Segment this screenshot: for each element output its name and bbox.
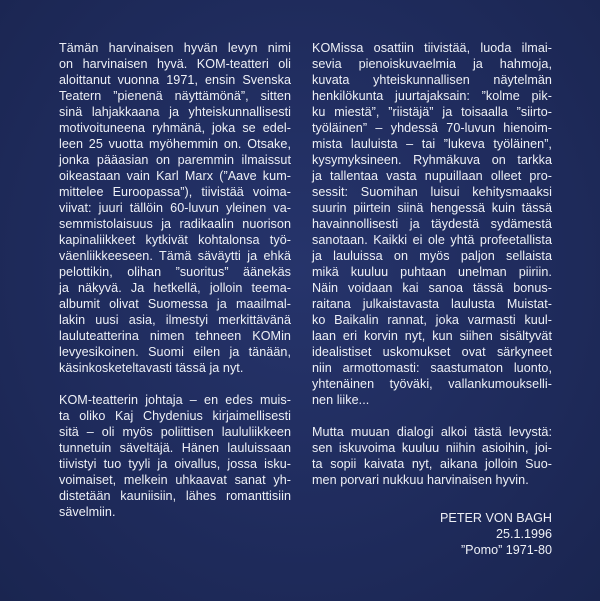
- text-line: mittelee Euroopassa”), tiivistää voima-: [59, 185, 291, 199]
- text-line: kuvata yhteiskunnallisen näytelmän: [312, 73, 552, 87]
- text-line: ta oliko Kaj Chydenius kirjaimellisesti: [59, 409, 291, 423]
- text-line: leen 25 vuotta myöhemmin on. Otsake,: [59, 137, 291, 151]
- text-line: lakin uusi asia, ilmestyi merkittävänä: [59, 313, 291, 327]
- text-line: distetään kauniisiin, lähes romanttisiin: [59, 489, 291, 503]
- text-line: yhtenäinen työväki, vallankumoukselli-: [312, 377, 552, 391]
- text-line: voimaiset, melkein uhkaavat sanat yh-: [59, 473, 291, 487]
- text-line: idealistiset uskomukset ovat särkyneet: [312, 345, 552, 359]
- text-line: sävelmiin.: [59, 505, 116, 519]
- text-line: pelottikin, olihan ”suoritus” äänekäs: [59, 265, 291, 279]
- text-line: lauluteatterina nimen tehneen KOMin: [59, 329, 291, 343]
- text-line: aloittanut vuonna 1971, ensin Svenska: [59, 73, 291, 87]
- text-line: sanotaan. Kaikki ei ole yhtä profeetallista: [312, 233, 552, 247]
- text-line: sen iskuvoima kuuluu niihin asioihin, joi-: [312, 441, 552, 455]
- text-line: ja tallentaa vasta nupuillaan olleet pro-: [312, 169, 552, 183]
- text-line: väenliikkeeseen. Tämä säväytti ja ehkä: [59, 249, 291, 263]
- text-line: sitä – oli myös poliittisen laululiikkeen: [59, 425, 291, 439]
- paragraph: [59, 40, 291, 376]
- text-line: on harvinaisen hyvä. KOM-teatteri oli: [59, 57, 291, 71]
- text-line: mista lauluista – tai ”lukeva työläinen”,: [312, 137, 552, 151]
- right-column: [312, 40, 552, 488]
- text-line: mikä kuuluu puhtaan unelman piiriin.: [312, 265, 552, 279]
- signature-block: [440, 510, 552, 558]
- text-line: Mutta muuan dialogi alkoi tästä levystä:: [312, 425, 552, 439]
- text-line: laan eri korvin nyt, kun siihen sisältyvät: [312, 329, 552, 343]
- text-line: niin armottomasti: saastumaton luonto,: [312, 361, 552, 375]
- signature-date: 25.1.1996: [495, 527, 552, 541]
- text-line: raitana julkaistavasta laulusta Muistat-: [312, 297, 552, 311]
- text-line: KOM-teatterin johtaja – en edes muis-: [59, 393, 291, 407]
- text-line: nen liike...: [312, 393, 370, 407]
- text-line: käsinkosketeltavasti tässä ja nyt.: [59, 361, 244, 375]
- text-line: ja näkyvä. Ja hetkellä, jolloin teema-: [59, 281, 291, 295]
- text-line: tiivistyi tuo tyyli ja oivallus, jossa isku-: [59, 457, 291, 471]
- text-line: KOMissa osattiin tiivistää, luoda ilmai-: [312, 41, 552, 55]
- text-line: jonka pääasian on paremmin ilmaissut: [59, 153, 291, 167]
- text-line: suurin piirtein siinä hengessä kuin tässä: [312, 201, 552, 215]
- text-line: kysymyksineen. Ryhmäkuva on tarkka: [312, 153, 552, 167]
- text-line: semmistolaisuus ja radikaalin nuorison: [59, 217, 291, 231]
- text-line: Teatern ”pienenä näyttämönä”, sitten: [59, 89, 291, 103]
- text-line: tunnetuin säveltäjä. Hänen lauluissaan: [59, 441, 291, 455]
- paragraph: [312, 40, 552, 408]
- text-line: työläinen” – yhdessä 70-luvun hienoim-: [312, 121, 552, 135]
- text-line: viivat: juuri tällöin 60-luvun yleinen va-: [59, 201, 291, 215]
- text-line: henkilökunta juurtajaksain: ”kolme pik-: [312, 89, 552, 103]
- text-line: oikeastaan vain Karl Marx (”Aave kum-: [59, 169, 291, 183]
- text-line: kapinaliikkeet kytkivät kohtalonsa työ-: [59, 233, 291, 247]
- text-line: motivoituneena ryhmänä, joka se edel-: [59, 121, 291, 135]
- text-line: sinä lahjakkaana ja yhteiskunnallisesti: [59, 105, 291, 119]
- text-line: levyesikoinen. Suomi eilen ja tänään,: [59, 345, 291, 359]
- paragraph: [59, 392, 291, 520]
- text-line: havainnollisesti ja täydestä sydämestä: [312, 217, 552, 231]
- text-line: ko Baikalin rannat, joka varmasti kuul-: [312, 313, 552, 327]
- text-line: Näin voidaan kai sanoa tässä bonus-: [312, 281, 552, 295]
- author-role-note: ”Pomo” 1971-80: [460, 543, 552, 557]
- text-line: ta sopii kaivata nyt, aikana jolloin Suo-: [312, 457, 552, 471]
- text-line: ja lauluissa on myös paljon sellaista: [312, 249, 552, 263]
- text-line: Tämän harvinaisen hyvän levyn nimi: [59, 41, 291, 55]
- left-column: [59, 40, 291, 520]
- text-line: ku miestä”, ”riistäjä” ja toisaalla ”siirto-: [312, 105, 552, 119]
- text-line: sessit: Suomihan luisui kehitysmaaksi: [312, 185, 552, 199]
- paragraph: [312, 424, 552, 488]
- text-line: albumit olivat Suomessa ja maailmal-: [59, 297, 291, 311]
- text-line: sevia pienoiskuvaelmia ja hahmoja,: [312, 57, 552, 71]
- text-line: men porvari nukkuu harvinaisen hyvin.: [312, 473, 529, 487]
- author-name: PETER VON BAGH: [440, 511, 552, 525]
